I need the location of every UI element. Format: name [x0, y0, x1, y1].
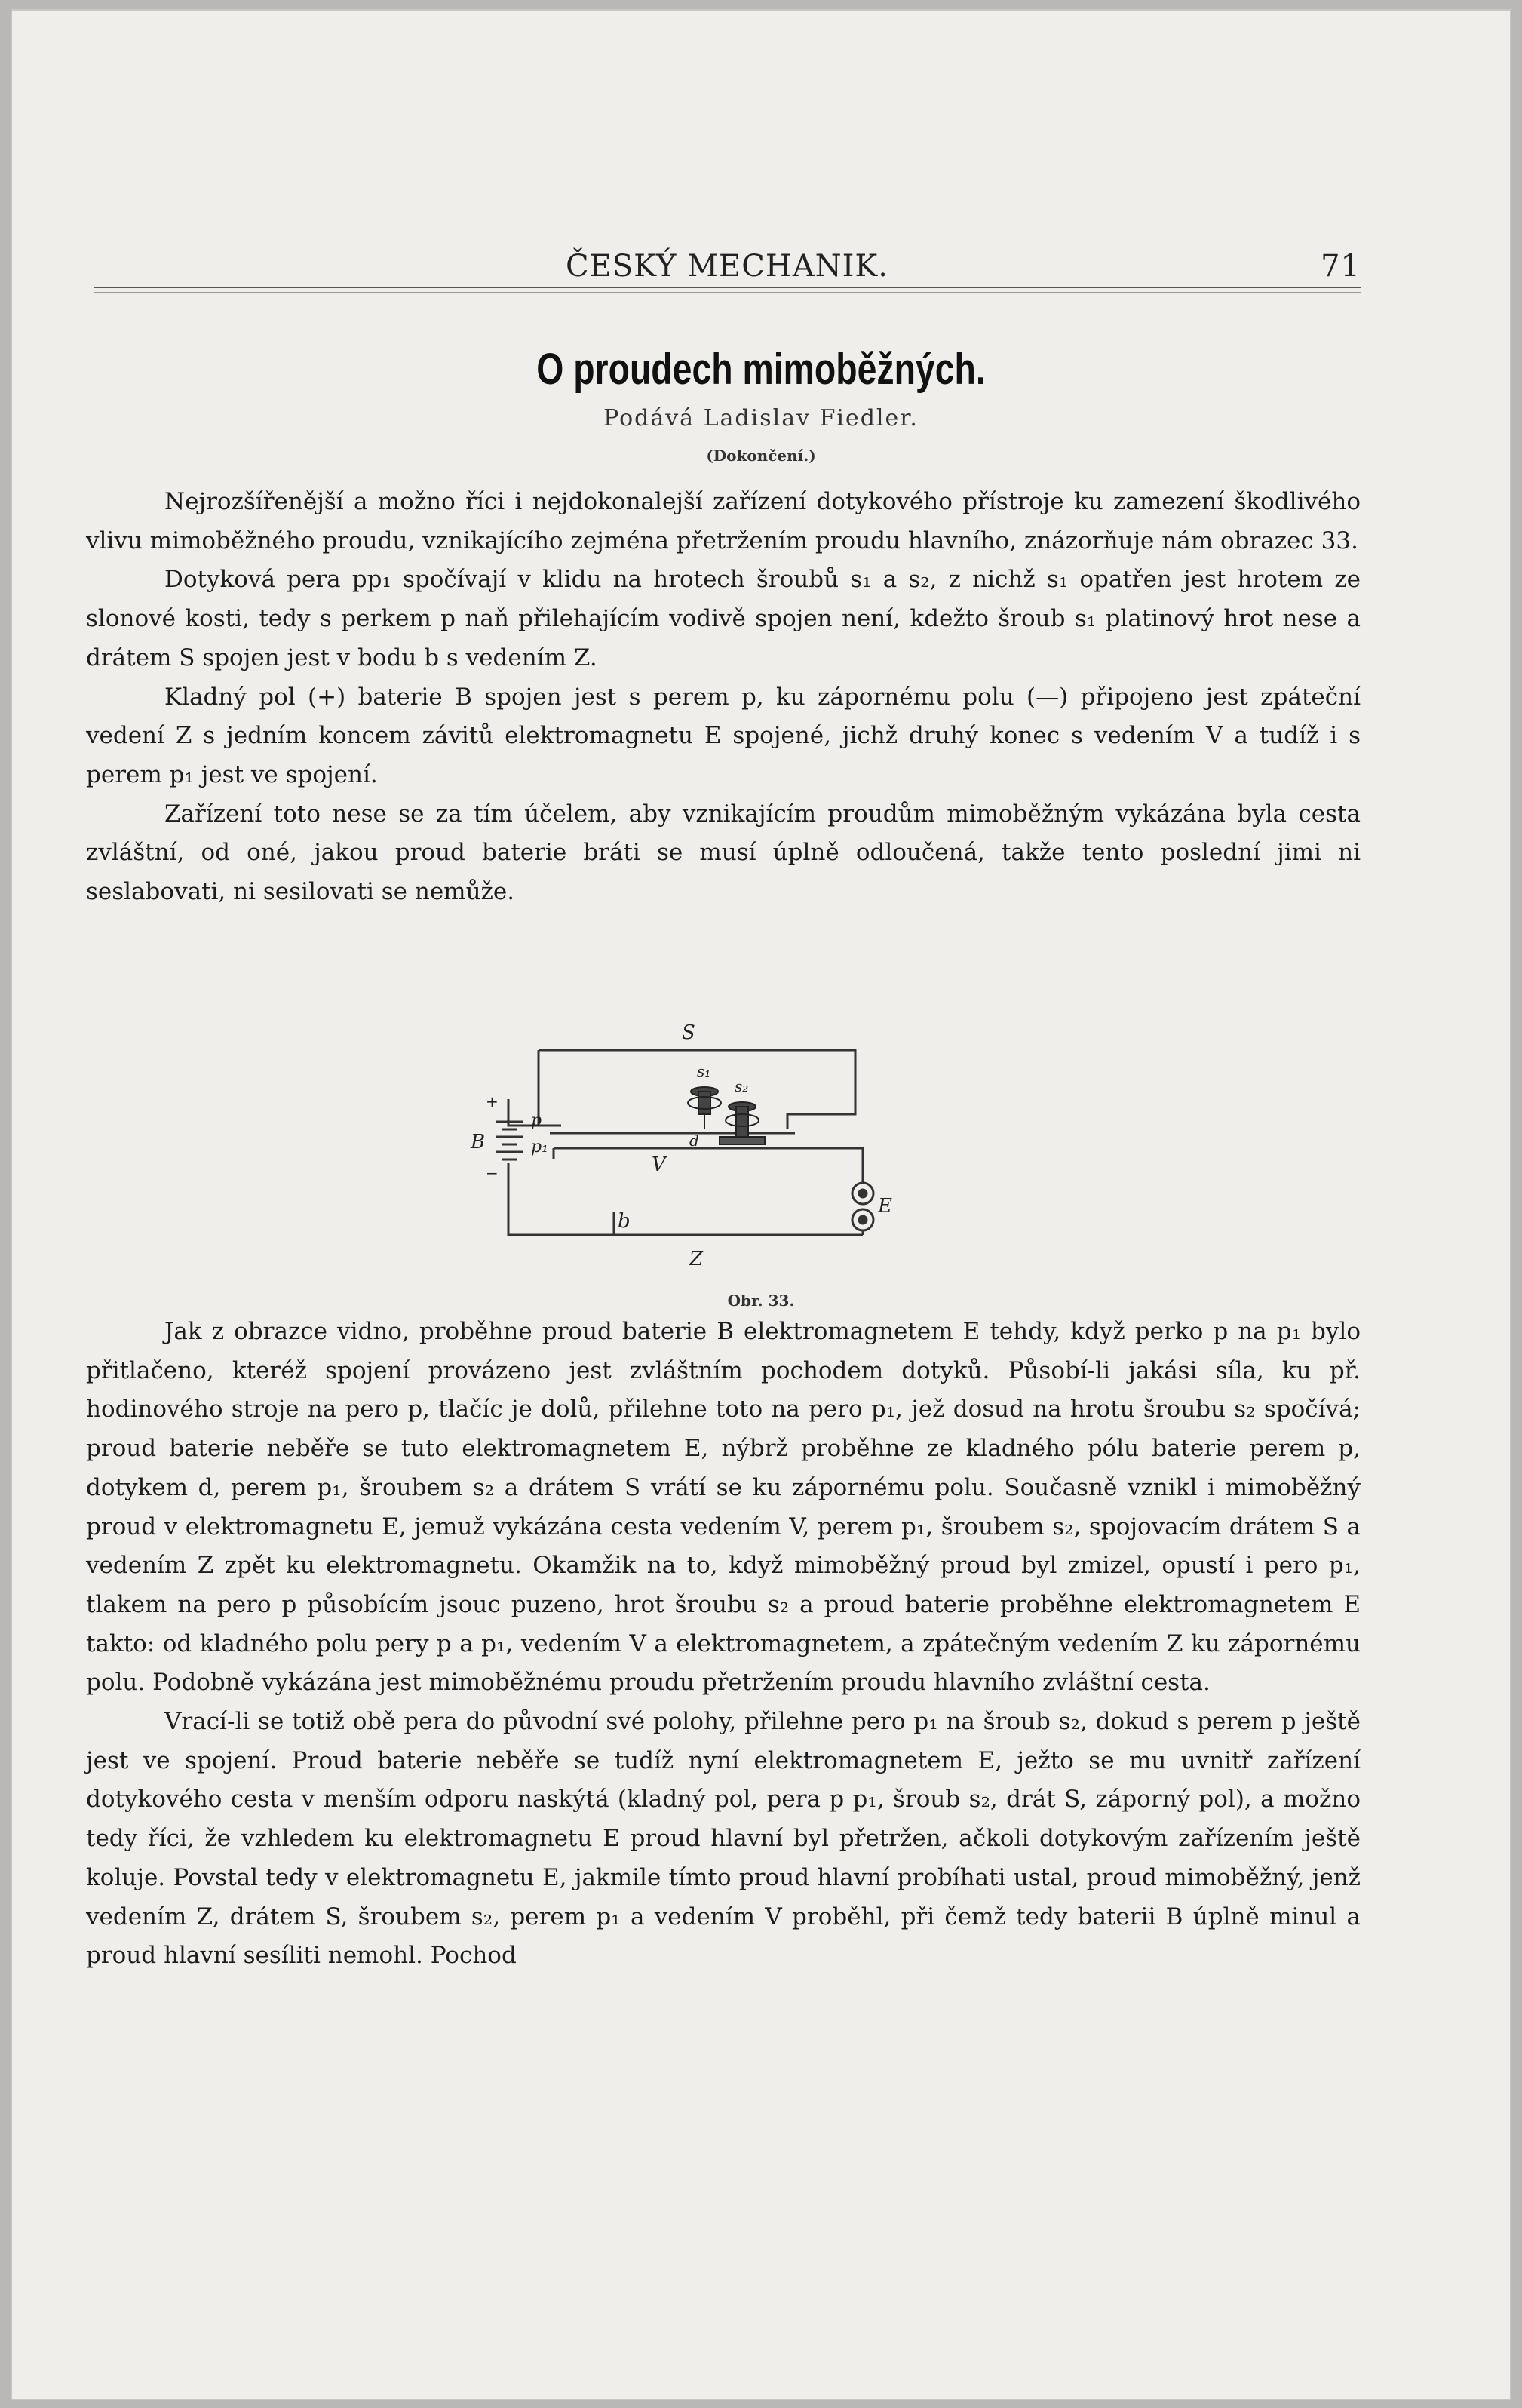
label-p1: p₁ — [531, 1138, 548, 1156]
paragraph: Vrací-li se totiž obě pera do původní své polohy, přilehne pero p₁ na šroub s₂, dokud s perem p ještě jest ve spojení. Proud baterie neběře se tudíž nyní elektromagnetem E, ježto se mu uvnitř zařízení dotykového cesta v menším odporu naskýtá (kladný pol, pera p p₁, šroub s₂, drát S, záporný pol), a možno tedy říci, že vzhledem ku elektromagnetu E proud hlavní byl přetržen, ačkoli dotykovým zařízením ještě koluje. Povstal tedy v elektromagnetu E, jakmile tímto proud hlavní probíhati ustal, proud mimoběžný, jenž vedením Z, drátem S, šroubem s₂, perem p₁ a vedením V proběhl, při čemž tedy baterii B úplně minul a proud hlavní sesíliti nemohl. Pochod — [86, 1708, 1361, 1970]
label-s2: s₂ — [735, 1077, 749, 1095]
header-rule-thin — [94, 292, 1361, 293]
label-b-battery: B — [471, 1131, 486, 1153]
wire-z — [508, 1163, 863, 1235]
label-e: E — [878, 1195, 892, 1218]
paragraph: Kladný pol (+) baterie B spojen jest s perem p, ku zápornému polu (—) připojeno jest zpáteční vedení Z s jedním koncem závitů elektromagnetu E spojené, jichž druhý konec s vedením V a tudíž i s perem p₁ jest ve spojení. — [86, 683, 1361, 788]
circuit-diagram — [463, 1009, 1006, 1310]
page — [11, 9, 1511, 2400]
screw-s1 — [688, 1087, 721, 1129]
label-s: S — [682, 1021, 695, 1044]
continued-note: (Dokončení.) — [706, 447, 816, 465]
article-title: O proudech mimoběžných. — [536, 345, 986, 394]
paragraph: Nejrozšířenější a možno říci i nejdokonalejší zařízení dotykového přístroje ku zamezení škodlivého vlivu mimoběžného proudu, vznikajícího zejména přetržením proudu hlavního, znázorňuje nám obrazec 33. — [86, 488, 1361, 554]
circuit-figure — [463, 1009, 1006, 1310]
electromagnet — [852, 1183, 873, 1230]
text-block-before-figure — [86, 483, 1361, 912]
text-block-after-figure — [86, 1313, 1361, 1976]
header-rule — [94, 287, 1361, 288]
label-s1: s₁ — [697, 1062, 711, 1080]
page-number: 71 — [1321, 249, 1361, 284]
screw-s2 — [720, 1102, 765, 1144]
label-p: p — [531, 1111, 542, 1130]
figure-caption: Obr. 33. — [727, 1292, 795, 1310]
label-b: b — [618, 1210, 631, 1233]
paragraph: Jak z obrazce vidno, proběhne proud baterie B elektromagnetem E tehdy, když perko p na p₁ bylo přitlačeno, kteréž spojení provázeno jest zvláštním pochodem dotyků. Působí-li jakási síla, ku př. hodinového stroje na pero p, tlačíc je dolů, přilehne toto na pero p₁, jež dosud na hrotu šroubu s₂ spočívá; proud baterie neběře se tuto elektromagnetem E, nýbrž proběhne ze kladného pólu baterie perem p, dotykem d, perem p₁, šroubem s₂ a drátem S vrátí se ku zápornému polu. Současně vznikl i mimoběžný proud v elektromagnetu E, jemuž vykázána cesta vedením V, perem p₁, šroubem s₂, spojovacím drátem S a vedením Z zpět ku elektromagnetu. Okamžik na to, když mimoběžný proud byl zmizel, opustí i pero p₁, tlakem na pero p působícím jsouc puzeno, hrot šroubu s₂ a proud baterie proběhne elektromagnetem E takto: od kladného polu pery p a p₁, vedením V a elektromagnetem, a zpátečným vedením Z ku zápornému polu. Podobně vykázána jest mimoběžnému proudu přetržením proudu hlavního zvláštní cesta. — [86, 1318, 1361, 1697]
label-d: d — [689, 1132, 699, 1150]
label-minus: − — [486, 1164, 499, 1182]
label-v: V — [652, 1153, 666, 1176]
paragraph: Dotyková pera pp₁ spočívají v klidu na hrotech šroubů s₁ a s₂, z nichž s₁ opatřen jest hrotem ze slonové kosti, tedy s perkem p naň přilehajícím vodivě spojen není, kdežto šroub s₁ platinový hrot nese a drátem S spojen jest v bodu b s vedením Z. — [86, 566, 1361, 671]
wire-v — [554, 1148, 863, 1182]
running-header — [94, 249, 1361, 284]
label-z: Z — [689, 1248, 704, 1270]
battery — [496, 1122, 523, 1159]
article-byline: Podává Ladislav Fiedler. — [603, 405, 919, 432]
paragraph: Zařízení toto nese se za tím účelem, aby vznikajícím proudům mimoběžným vykázána byla cesta zvláštní, od oné, jakou proud baterie bráti se musí úplně odloučená, takže tento poslední jimi ni seslabovati, ni sesilovati se nemůže. — [86, 800, 1361, 906]
running-title: ČESKÝ MECHANIK. — [565, 249, 889, 284]
label-plus: + — [486, 1092, 499, 1110]
